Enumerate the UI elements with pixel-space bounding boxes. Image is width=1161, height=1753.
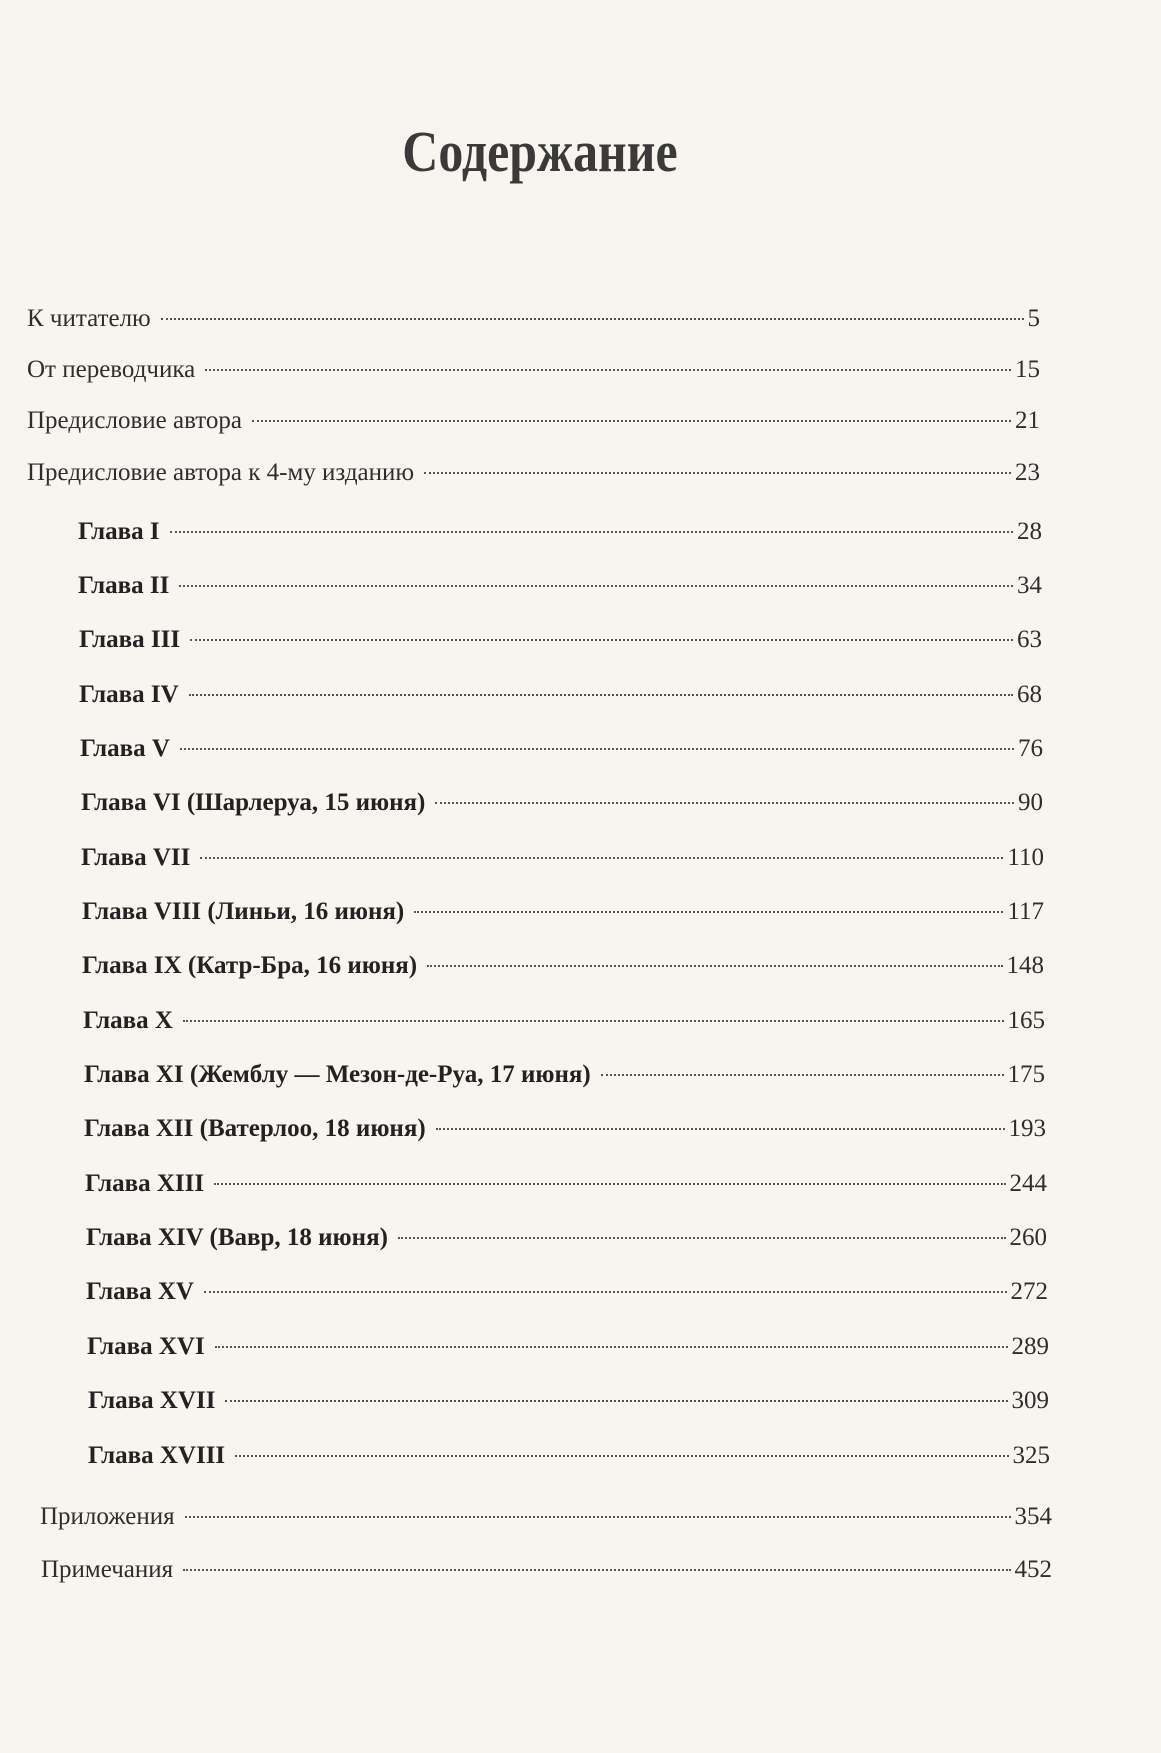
dot-leader: [414, 911, 1003, 913]
dot-leader: [185, 1516, 1011, 1518]
toc-chapter-entry[interactable]: [83, 1001, 1045, 1041]
dot-leader: [170, 531, 1013, 533]
dot-leader: [252, 420, 1011, 422]
toc-entry-page: 244: [1009, 1170, 1047, 1197]
dot-leader: [189, 694, 1013, 696]
toc-entry[interactable]: [40, 1497, 1052, 1537]
dot-leader: [179, 585, 1013, 587]
toc-entry-page: 63: [1017, 626, 1042, 653]
toc-chapter-entry[interactable]: [84, 1055, 1045, 1095]
toc-entry-label: Глава VII: [81, 844, 191, 871]
toc-entry-page: 165: [1007, 1007, 1045, 1034]
toc-entry-page: 452: [1014, 1556, 1052, 1583]
toc-entry-page: 309: [1011, 1387, 1049, 1414]
toc-entry-label: Глава III: [79, 626, 181, 653]
toc-entry-label: Глава XVII: [88, 1387, 216, 1414]
toc-entry-label: Глава IX (Катр-Бра, 16 июня): [82, 952, 418, 979]
toc-entry-page: 5: [1027, 305, 1040, 332]
toc-entry-label: Глава XI (Жемблу — Мезон-де-Руа, 17 июня): [84, 1061, 591, 1088]
dot-leader: [435, 802, 1014, 804]
dot-leader: [601, 1074, 1004, 1076]
dot-leader: [204, 1291, 1007, 1293]
toc-entry-label: Глава X: [83, 1007, 173, 1034]
toc-entry[interactable]: [27, 401, 1040, 441]
toc-entry-label: Глава IV: [79, 681, 179, 708]
dot-leader: [398, 1237, 1006, 1239]
toc-entry-page: 175: [1007, 1061, 1045, 1088]
toc-entry-page: 23: [1015, 459, 1040, 486]
toc-entry-label: Глава VI (Шарлеруа, 15 июня): [81, 789, 426, 816]
toc-entry[interactable]: [27, 299, 1040, 339]
toc-entry-page: 110: [1007, 844, 1044, 871]
toc-entry-label: Глава XIV (Вавр, 18 июня): [86, 1224, 388, 1251]
toc-entry-page: 193: [1008, 1115, 1046, 1142]
dot-leader: [215, 1346, 1008, 1348]
toc-entry-page: 289: [1011, 1333, 1049, 1360]
toc-entry-label: Глава XVI: [87, 1333, 205, 1360]
toc-entry-page: 21: [1015, 407, 1040, 434]
toc-entry-label: Приложения: [40, 1503, 175, 1530]
toc-entry-page: 325: [1012, 1442, 1050, 1469]
toc-entry-page: 34: [1017, 572, 1042, 599]
toc-entry-page: 272: [1010, 1278, 1048, 1305]
toc-entry-label: Примечания: [41, 1556, 174, 1583]
toc-chapter-entry[interactable]: [88, 1436, 1050, 1476]
dot-leader: [161, 318, 1024, 320]
toc-chapter-entry[interactable]: [78, 566, 1042, 606]
toc-entry-label: Глава VIII (Линьи, 16 июня): [82, 898, 405, 925]
toc-entry-page: 90: [1018, 789, 1043, 816]
toc-chapter-entry[interactable]: [82, 946, 1044, 986]
toc-chapter-entry[interactable]: [82, 892, 1044, 932]
toc-entry[interactable]: [41, 1550, 1052, 1590]
dot-leader: [183, 1020, 1004, 1022]
toc-chapter-entry[interactable]: [84, 1109, 1046, 1149]
dot-leader: [190, 639, 1013, 641]
dot-leader: [436, 1128, 1005, 1130]
toc-chapter-entry[interactable]: [79, 675, 1042, 715]
toc-chapter-entry[interactable]: [86, 1272, 1048, 1312]
toc-chapter-entry[interactable]: [88, 1381, 1049, 1421]
toc-chapter-entry[interactable]: [81, 783, 1043, 823]
toc-chapter-entry[interactable]: [85, 1164, 1047, 1204]
page-title: Содержание: [402, 119, 678, 184]
toc-chapter-entry[interactable]: [81, 838, 1044, 878]
toc-entry-label: К читателю: [27, 305, 151, 332]
toc-entry-label: Глава XIII: [85, 1170, 205, 1197]
dot-leader: [235, 1455, 1008, 1457]
toc-entry-label: Предисловие автора: [27, 407, 242, 434]
toc-entry-page: 117: [1007, 898, 1044, 925]
toc-entry-page: 76: [1018, 735, 1043, 762]
dot-leader: [183, 1569, 1010, 1571]
toc-chapter-entry[interactable]: [87, 1327, 1049, 1367]
dot-leader: [180, 748, 1014, 750]
toc-chapter-entry[interactable]: [78, 512, 1042, 552]
toc-entry-page: 15: [1015, 356, 1040, 383]
toc-entry[interactable]: [27, 350, 1040, 390]
toc-entry-label: Предисловие автора к 4-му изданию: [27, 459, 415, 486]
toc-entry-label: Глава XVIII: [88, 1442, 226, 1469]
toc-entry-page: 28: [1017, 518, 1042, 545]
dot-leader: [225, 1400, 1007, 1402]
toc-entry-page: 354: [1014, 1503, 1052, 1530]
dot-leader: [200, 857, 1003, 859]
dot-leader: [214, 1183, 1005, 1185]
toc-entry-page: 148: [1006, 952, 1044, 979]
toc-chapter-entry[interactable]: [80, 729, 1043, 769]
toc-entry-label: Глава II: [78, 572, 170, 599]
toc-entry[interactable]: [27, 453, 1040, 493]
toc-entry-page: 260: [1009, 1224, 1047, 1251]
dot-leader: [427, 965, 1002, 967]
toc-entry-label: Глава V: [80, 735, 170, 762]
toc-chapter-entry[interactable]: [79, 620, 1042, 660]
toc-chapter-entry[interactable]: [86, 1218, 1047, 1258]
toc-entry-label: Глава I: [78, 518, 160, 545]
toc-entry-label: Глава XII (Ватерлоо, 18 июня): [84, 1115, 426, 1142]
toc-entry-label: Глава XV: [86, 1278, 194, 1305]
dot-leader: [424, 472, 1011, 474]
dot-leader: [205, 369, 1011, 371]
toc-entry-label: От переводчика: [27, 356, 196, 383]
toc-entry-page: 68: [1017, 681, 1042, 708]
